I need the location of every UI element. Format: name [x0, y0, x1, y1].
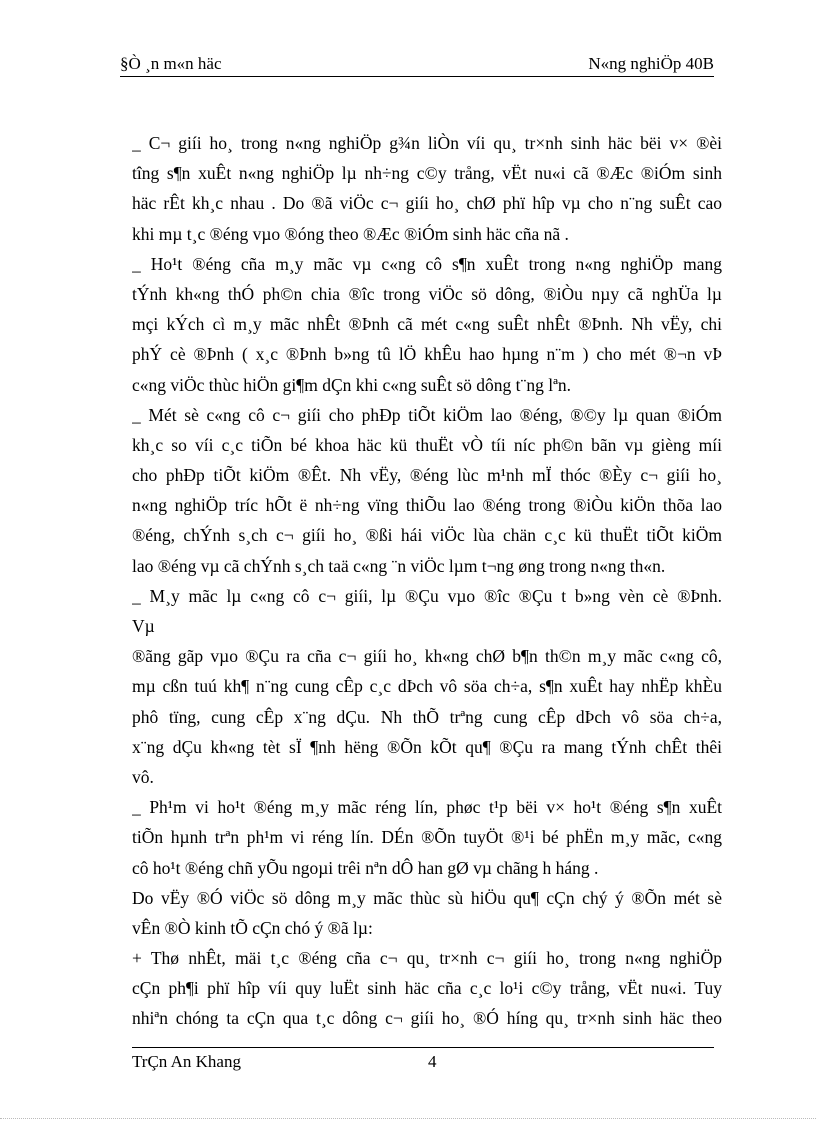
text-line: nhiªn chóng ta cÇn qua t¸c dông c¬ giíi ho¸ ®Ó híng qu¸ tr×nh sinh häc theo	[132, 1008, 722, 1029]
text-line: tiÕn hµnh trªn ph¹m vi réng lín. DÉn ®Õn tuyÖt ®¹i bé phËn m¸y mãc, c«ng	[132, 827, 722, 848]
page-header	[120, 52, 714, 77]
text-line: c«ng viÖc thùc hiÖn gi¶m dÇn khi c«ng suÊt sö dông t¨ng lªn.	[132, 374, 572, 395]
text-line: _ C¬ giíi ho¸ trong n«ng nghiÖp g¾n liÒn víi qu¸ tr×nh sinh häc bëi v× ®èi	[132, 133, 722, 153]
footer-author: TrÇn An Khang	[132, 1052, 241, 1071]
document-body	[132, 128, 722, 1034]
text-line: vô.	[132, 766, 154, 787]
text-line: cô ho¹t ®éng chñ yÕu ngoµi trêi nªn dÔ han gØ vµ chãng h háng .	[132, 857, 599, 878]
page-break-divider	[0, 1118, 816, 1119]
text-line: cho phÐp tiÕt kiÖm ®Êt. Nh vËy, ®éng lùc m¹nh mÏ thóc ®Èy c¬ giíi ho¸	[132, 465, 722, 486]
text-line: kh¸c so víi c¸c tiÕn bé khoa häc kü thuËt vÒ tíi níc ph©n bãn vµ gièng míi	[132, 434, 722, 455]
page-footer	[132, 1052, 714, 1074]
text-line: n«ng nghiÖp tríc hÕt ë nh÷ng vïng thiÕu lao ®éng trong ®iÒu kiÖn thõa lao	[132, 495, 722, 516]
text-line: häc rÊt kh¸c nhau . Do ®ã viÖc c¬ giíi ho¸ chØ phï hîp vµ cho n¨ng suÊt cao	[132, 193, 722, 214]
text-line: _ Mét sè c«ng cô c¬ giíi cho phÐp tiÕt kiÖm lao ®éng, ®©y lµ quan ®iÓm	[132, 404, 722, 425]
text-line: tÝnh kh«ng thÓ ph©n chia ®îc trong viÖc sö dông, ®iÒu nµy cã nghÜa lµ	[132, 283, 722, 304]
text-line: Do vËy ®Ó viÖc sö dông m¸y mãc thùc sù hiÖu qu¶ cÇn chý ý ®Õn mét sè	[132, 887, 722, 908]
footer-divider	[132, 1047, 714, 1048]
header-course-title: §Ò ¸n m«n häc	[120, 54, 222, 73]
header-class-name: N«ng nghiÖp 40B	[588, 54, 714, 73]
text-line: _ M¸y mãc lµ c«ng cô c¬ giíi, lµ ®Çu vµo ®îc ®Çu t b»ng vèn cè ®Þnh.	[132, 585, 722, 606]
text-line: khi mµ t¸c ®éng vµo ®óng theo ®Æc ®iÓm sinh häc cña nã .	[132, 223, 569, 244]
page-number: 4	[428, 1052, 437, 1071]
text-line: phô tïng, cung cÊp x¨ng dÇu. Nh thÕ trªng cung cÊp dÞch vô söa ch÷a,	[132, 706, 722, 727]
text-line: lao ®éng vµ cã chÝnh s¸ch taä c«ng ¨n viÖc lµm t¬ng øng trong n«ng th«n.	[132, 555, 666, 576]
text-line: phÝ cè ®Þnh ( x¸c ®Þnh b»ng tû lÖ khÊu hao hµng n¨m ) cho mét ®¬n vÞ	[132, 344, 722, 365]
text-line: tîng s¶n xuÊt n«ng nghiÖp lµ nh÷ng c©y trång, vËt nu«i cã ®Æc ®iÓm sinh	[132, 163, 722, 184]
text-line: mµ cßn tuú kh¶ n¨ng cung cÊp c¸c dÞch vô söa ch÷a, s¶n xuÊt hay nhËp khÈu	[132, 676, 722, 697]
text-line: _ Ho¹t ®éng cña m¸y mãc vµ c«ng cô s¶n xuÊt trong n«ng nghiÖp mang	[132, 253, 722, 274]
text-line: cÇn ph¶i phï hîp víi quy luËt sinh häc cña c¸c lo¹i c©y trång, vËt nu«i. Tuy	[132, 978, 722, 999]
text-line: ®ãng gãp vµo ®Çu ra cña c¬ giíi ho¸ kh«ng chØ b¶n th©n m¸y mãc c«ng cô,	[132, 646, 722, 667]
text-line: _ Ph¹m vi ho¹t ®éng m¸y mãc réng lín, phøc t¹p bëi v× ho¹t ®éng s¶n xuÊt	[132, 797, 722, 818]
text-line: + Thø nhÊt, mäi t¸c ®éng cña c¬ qu¸ tr×nh c¬ giíi ho¸ trong n«ng nghiÖp	[132, 948, 722, 969]
text-line: mçi kÝch cì m¸y mãc nhÊt ®Þnh cã mét c«ng suÊt nhÊt ®Þnh. Nh vËy, chi	[132, 314, 722, 335]
text-line: vÊn ®Ò kinh tÕ cÇn chó ý ®ã lµ:	[132, 917, 373, 938]
text-line: Vµ	[132, 616, 155, 636]
text-line: x¨ng dÇu kh«ng tèt sÏ ¶nh hëng ®Õn kÕt qu¶ ®Çu ra mang tÝnh chÊt thêi	[132, 736, 722, 757]
text-line: ®éng, chÝnh s¸ch c¬ giíi ho¸ ®ßi hái viÖc lùa chän c¸c kü thuËt tiÕt kiÖm	[132, 525, 722, 546]
